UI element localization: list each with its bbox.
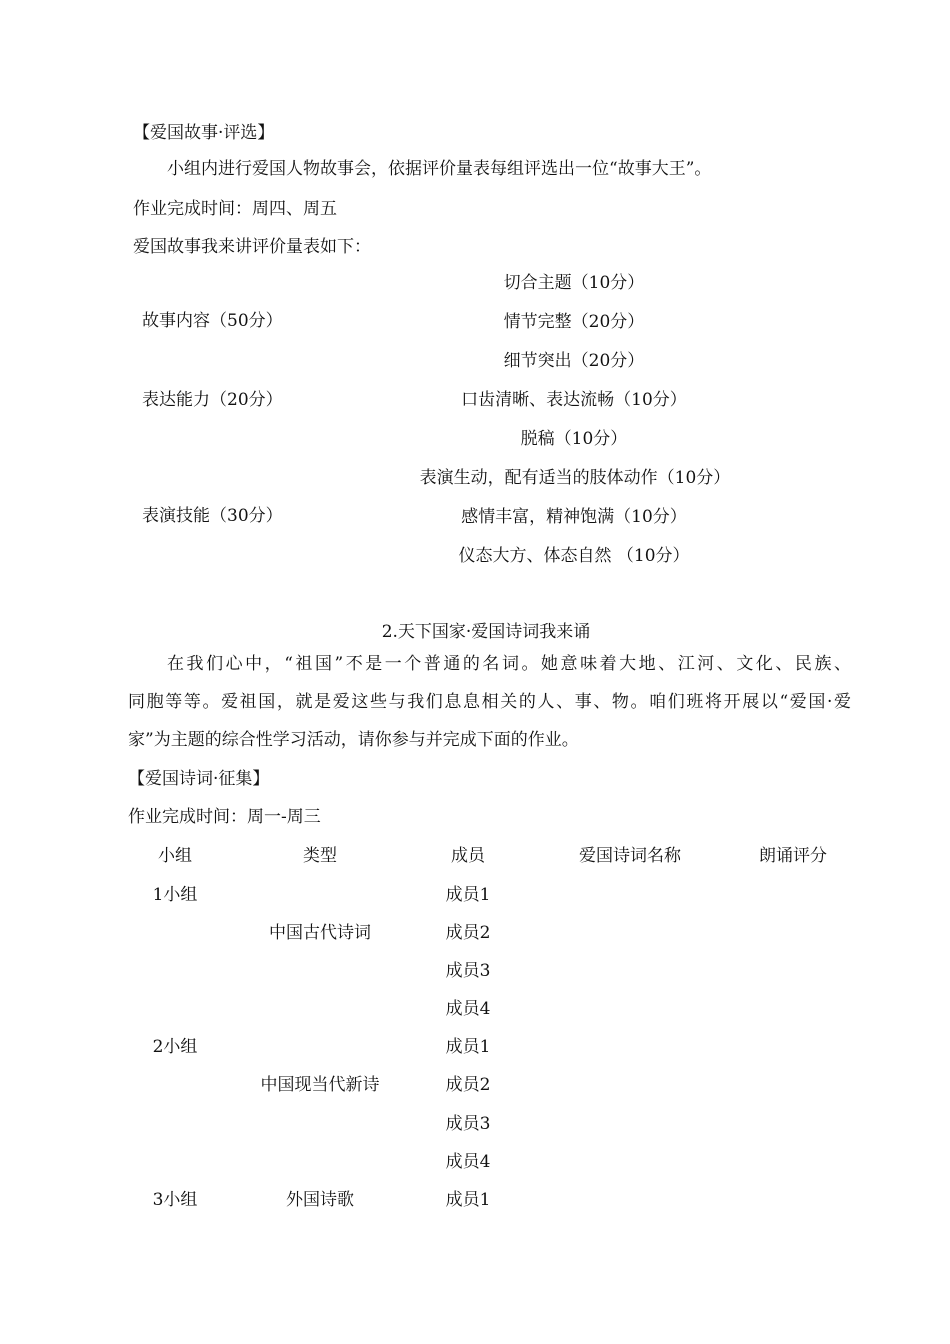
member-cell: 成员1 [445, 1190, 491, 1210]
group-name: 1小组 [152, 885, 198, 905]
member-cell: 成员2 [445, 923, 491, 943]
member-cell: 成员3 [445, 961, 491, 981]
rubric-item: 感情丰富，精神饱满（10分） [461, 507, 687, 527]
story-intro: 小组内进行爱国人物故事会，依据评价量表每组评选出一位“故事大王”。 [167, 159, 712, 179]
rubric-intro: 爱国故事我来讲评价量表如下： [133, 237, 371, 257]
table-header: 小组 [158, 846, 192, 866]
member-cell: 成员1 [445, 885, 491, 905]
rubric-category: 故事内容（50分） [142, 311, 283, 331]
rubric-item: 细节突出（20分） [503, 351, 645, 371]
rubric-item: 切合主题（10分） [503, 273, 645, 293]
group-type: 中国古代诗词 [269, 923, 371, 943]
member-cell: 成员1 [445, 1037, 491, 1057]
group-type: 外国诗歌 [286, 1190, 354, 1210]
member-cell: 成员2 [445, 1075, 491, 1095]
group-name: 3小组 [152, 1190, 198, 1210]
poetry-time: 作业完成时间：周一-周三 [128, 807, 321, 827]
table-header: 爱国诗词名称 [579, 846, 681, 866]
rubric-category: 表达能力（20分） [142, 390, 283, 410]
rubric-item: 表演生动，配有适当的肢体动作（10分） [419, 468, 731, 488]
table-header: 类型 [303, 846, 337, 866]
table-header: 成员 [451, 846, 485, 866]
table-header: 朗诵评分 [759, 846, 827, 866]
rubric-category: 表演技能（30分） [142, 506, 283, 526]
member-cell: 成员4 [445, 1152, 491, 1172]
group-type: 中国现当代新诗 [260, 1075, 380, 1095]
rubric-item: 口齿清晰、表达流畅（10分） [461, 390, 687, 410]
rubric-item: 仪态大方、体态自然 （10分） [458, 546, 690, 566]
section-heading-poetry: 【爱国诗词·征集】 [128, 769, 270, 789]
member-cell: 成员3 [445, 1114, 491, 1134]
section-title-poetry: 2.天下国家·爱国诗词我来诵 [381, 622, 591, 642]
paragraph-line: 在我们心中，“祖国”不是一个普通的名词。她意味着大地、江河、文化、民族、 [167, 654, 851, 674]
story-time: 作业完成时间：周四、周五 [133, 199, 337, 219]
rubric-item: 脱稿（10分） [520, 429, 628, 449]
paragraph-line: 家”为主题的综合性学习活动，请你参与并完成下面的作业。 [128, 730, 579, 750]
paragraph-line: 同胞等等。爱祖国，就是爱这些与我们息息相关的人、事、物。咱们班将开展以“爱国·爱 [128, 692, 851, 712]
section-heading-story: 【爱国故事·评选】 [133, 123, 275, 143]
member-cell: 成员4 [445, 999, 491, 1019]
group-name: 2小组 [152, 1037, 198, 1057]
rubric-item: 情节完整（20分） [503, 312, 645, 332]
